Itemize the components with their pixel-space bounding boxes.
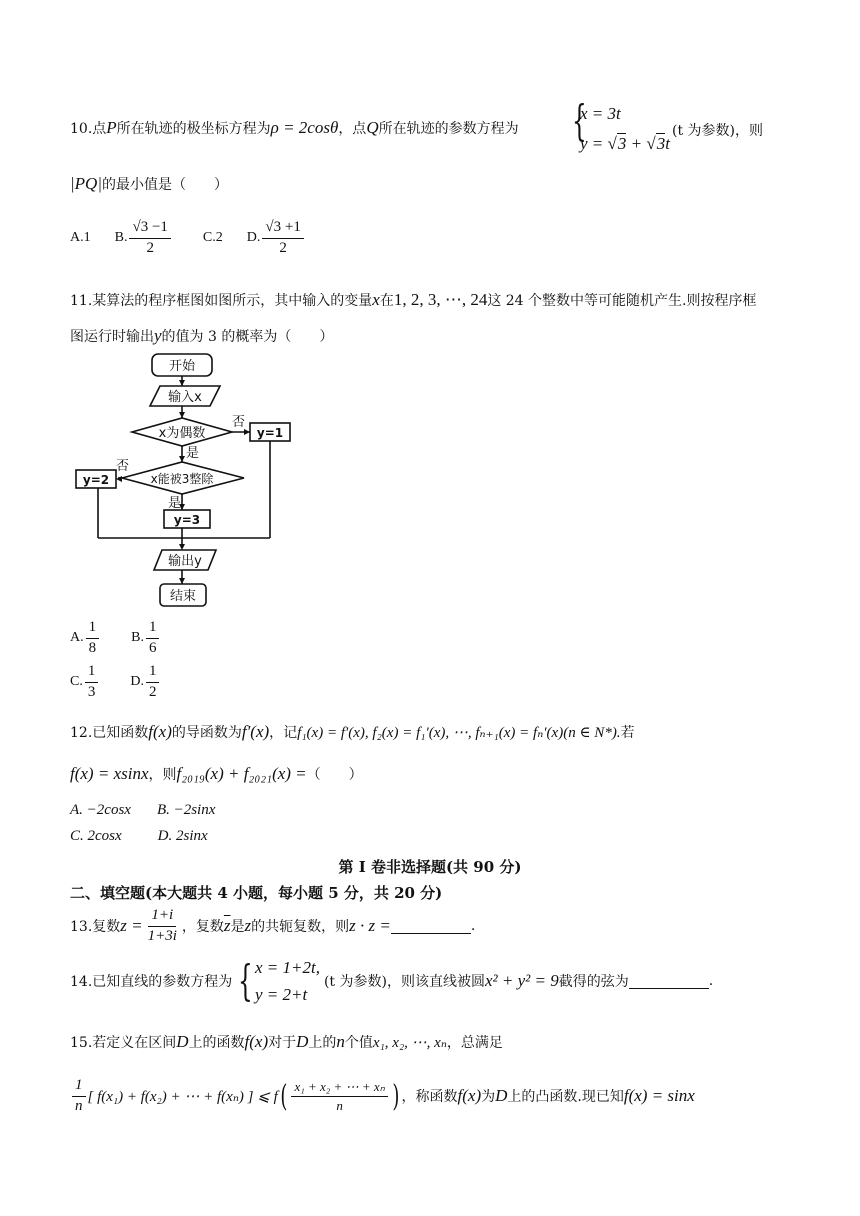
q13-text1: ，复数 [181, 919, 224, 936]
q11-c-num: 1 [85, 664, 99, 683]
q10-polar-equation: ρ = 2cosθ [270, 118, 339, 137]
q10-option-b[interactable]: $\frac{√3 -1}{2}$ [129, 220, 170, 257]
q10-option-d[interactable]: $\frac{√3 +1}{2}$ [262, 220, 303, 257]
q11-var-x: x [372, 290, 380, 309]
q11-options-row1 [70, 620, 161, 657]
q12-fx: f(x) [148, 722, 172, 741]
q14-end: . [708, 973, 714, 990]
q15-frac-den: n [75, 1097, 83, 1114]
flow-y1-label: y=1 [256, 426, 284, 440]
q15-text9: 上的凸函数.现已知 [507, 1089, 624, 1106]
q12-option-d[interactable]: D. 2sinx [157, 828, 208, 844]
q15-mean-den: n [336, 1097, 343, 1113]
q11-b-num: 1 [146, 620, 160, 639]
q15-mean-num: x₁ + x₂ + ⋯ + xₙ [291, 1080, 387, 1097]
q13-fraction [145, 908, 180, 945]
q13-den: 1+3i [147, 927, 177, 944]
q11-var-y: y [154, 326, 162, 345]
q14-eq2: y = 2+t [255, 985, 308, 1005]
flow-no1-label: 否 [232, 415, 246, 430]
flow-y3-label: y=3 [173, 513, 201, 527]
q11-b-den: 6 [148, 639, 157, 656]
q10-t: t [665, 134, 670, 153]
q10-plus: + [626, 134, 647, 153]
q11-option-a[interactable] [86, 620, 100, 657]
q15-D2: D [296, 1032, 309, 1051]
q10-point-p: P [106, 118, 117, 137]
q10-d-num: 3 +1 [273, 219, 301, 235]
q10-abs-pq: |PQ| [70, 174, 103, 193]
q12-text2: 的导函数为 [171, 725, 242, 741]
q11-text3: 这 24 个整数中等可能随机产生.则按程序框 [487, 293, 757, 309]
q12-line2 [70, 764, 363, 784]
q11-line1 [70, 290, 756, 310]
q10-sqrt3a: 3 [617, 134, 627, 153]
q15-fx2: f(x) [457, 1086, 482, 1106]
section-title: 第 I 卷非选择题(共 90 分) [338, 858, 522, 876]
q11-d-den: 2 [148, 683, 157, 700]
flow-start-label: 开始 [168, 359, 196, 374]
flow-output-label: 输出y [168, 554, 202, 569]
q10-b-den: 2 [146, 239, 154, 256]
q10-text: 所在轨迹的极坐标方程为 [116, 121, 271, 137]
section-part2: 二、填空题(本大题共 4 小题，每小题 5 分，共 20 分) [70, 884, 443, 902]
q10-param-line1: x = 3t [580, 104, 621, 123]
q11-set: 1, 2, 3, ⋯, 24 [393, 290, 488, 309]
q15-bracket: [ f(x₁) + f(x₂) + ⋯ + f(xₙ) ] ⩽ f [87, 1088, 278, 1105]
q11-option-d[interactable] [146, 664, 160, 701]
q10-option-b-label[interactable]: B. [114, 230, 128, 246]
q15-mean-fraction [291, 1080, 387, 1112]
q13-line [70, 908, 475, 945]
q12-text1: 12.已知函数 [70, 725, 149, 741]
q11-a-den: 8 [88, 639, 97, 656]
q10-options [70, 220, 306, 257]
q10-param-line2: y = √3 + √3t [580, 134, 670, 153]
q10-b-num: 3 −1 [140, 219, 168, 235]
q10-y-eq: y = [580, 134, 608, 153]
q10-text2: ，点 [338, 121, 367, 137]
q15-text5: 个值 [344, 1035, 373, 1051]
q12-options-row2 [70, 828, 208, 845]
q11-text2: 在 [379, 293, 394, 309]
q15-text8: 为 [481, 1089, 496, 1106]
q14-eq1: x = 1+2t, [255, 958, 320, 977]
q12-fpx: f′(x) [241, 722, 270, 741]
flow-y2-label: y=2 [82, 473, 110, 487]
q13-expr: z · z = [349, 916, 391, 936]
q13-number: 13.复数 [70, 919, 121, 936]
q12-option-a[interactable]: A. −2cosx [70, 802, 131, 818]
flow-no2-label: 否 [116, 459, 130, 474]
q10-question: 的最小值是（ ） [102, 177, 229, 193]
flow-yes1-label: 是 [186, 446, 200, 461]
q15-line1 [70, 1032, 503, 1052]
q15-text4: 上的 [308, 1035, 337, 1051]
q14-brace: { [238, 956, 253, 1006]
q12-definition: f₁(x) = f′(x), f₂(x) = f₁′(x), ⋯, fₙ₊₁(x) = fₙ′(x)(n ∈ N*). [297, 725, 621, 741]
q12-line1 [70, 722, 635, 742]
q14-circle: x² + y² = 9 [484, 971, 559, 991]
q15-D: D [176, 1032, 189, 1051]
q10-line1 [70, 118, 519, 138]
q10-text3: 所在轨迹的参数方程为 [378, 121, 519, 137]
q11-text1: 11.某算法的程序框图如图所示，其中输入的变量 [70, 293, 373, 309]
q12-fx-eq: f(x) = xsinx [70, 764, 149, 783]
q10-sqrt3b: 3 [656, 134, 666, 153]
q14-system [255, 954, 320, 1008]
q14-text2: (t 为参数)，则该直线被圆 [323, 974, 485, 991]
q12-text6: （ ） [306, 767, 363, 783]
q15-one-over-n [72, 1078, 86, 1115]
q11-option-d-label[interactable]: D. [130, 674, 144, 690]
q11-options-row2 [70, 664, 161, 701]
q10-option-a[interactable]: A.1 [70, 230, 91, 246]
flow-cond1-label: x为偶数 [158, 426, 206, 441]
q15-text7: ，称函数 [401, 1089, 458, 1106]
q14-text1: 14.已知直线的参数方程为 [70, 974, 233, 991]
q13-z: z [244, 916, 252, 936]
q12-text3: ，记 [269, 725, 298, 741]
q15-fx: f(x) [244, 1032, 269, 1051]
q12-text5: ，则 [148, 767, 177, 783]
q11-option-a-label[interactable]: A. [70, 630, 84, 646]
q12-options-row1 [70, 802, 215, 819]
q13-num: 1+i [148, 908, 176, 927]
q13-text3: 的共轭复数，则 [251, 919, 350, 936]
q10-option-c[interactable]: C.2 [202, 230, 223, 246]
q10-d-den: 2 [279, 239, 287, 256]
q11-option-c-label[interactable]: C. [70, 674, 83, 690]
q11-line2 [70, 326, 333, 346]
q11-flowchart [70, 350, 320, 612]
q15-line2: $\frac{1}{n}$ [ f(x₁) + f(x₂) + ⋯ + f(xₙ) ] ⩽ f ( $\frac{\text{x₁ + x₂ + ⋯ + xₙ}}{n}$ ) ，称函数 f(x) 为 D 上的凸函数.现已知 f(x) = sinx [70, 1078, 695, 1115]
q13-end: . [470, 918, 476, 935]
q10-param-note: (t 为参数)，则 [672, 123, 763, 139]
q11-option-b-label[interactable]: B. [131, 630, 144, 646]
q11-d-num: 1 [146, 664, 160, 683]
q15-text3: 对于 [268, 1035, 297, 1051]
q15-n: n [336, 1032, 345, 1051]
q11-c-den: 3 [87, 683, 96, 700]
q10-brace: { [572, 96, 587, 145]
q12-expr: f₂₀₁₉(x) + f₂₀₂₁(x) = [176, 764, 307, 783]
q13-zbar: $\overline{z}$ [223, 916, 231, 936]
q15-tail: f(x) = sinx [623, 1086, 695, 1106]
q10-line2 [70, 174, 228, 194]
q13-z-eq: z = [120, 916, 143, 936]
q12-text4: 若 [620, 725, 635, 741]
flow-cond2-label: x能被3整除 [150, 472, 214, 486]
flow-end-label: 结束 [169, 589, 197, 604]
q11-option-c[interactable] [85, 664, 99, 701]
q15-text6: ，总满足 [446, 1035, 503, 1051]
q14-answer-blank[interactable] [629, 974, 709, 989]
q15-text1: 15.若定义在区间 [70, 1035, 177, 1051]
q11-option-b[interactable] [146, 620, 160, 657]
q11-text5: 的值为 3 的概率为（ ） [161, 329, 334, 345]
q13-answer-blank[interactable] [391, 919, 471, 934]
q15-D3: D [495, 1086, 508, 1106]
flow-yes2-label: 是 [168, 496, 182, 511]
q13-text2: 是 [230, 919, 245, 936]
q14-text3: 截得的弦为 [558, 974, 629, 991]
q11-a-num: 1 [86, 620, 100, 639]
q14-line [70, 954, 713, 1008]
q15-frac-num: 1 [72, 1078, 86, 1097]
q15-values: x₁, x₂, ⋯, xₙ [372, 1035, 447, 1051]
q10-point-q: Q [366, 118, 379, 137]
q10-number: 10.点 [70, 121, 107, 137]
q11-text4: 图运行时输出 [70, 329, 154, 345]
q12-option-b[interactable]: B. −2sinx [156, 802, 216, 818]
q12-option-c[interactable]: C. 2cosx [70, 828, 122, 844]
q10-option-d-label[interactable]: D. [246, 230, 261, 246]
flow-input-label: 输入x [168, 390, 202, 405]
q15-text2: 上的函数 [188, 1035, 245, 1051]
